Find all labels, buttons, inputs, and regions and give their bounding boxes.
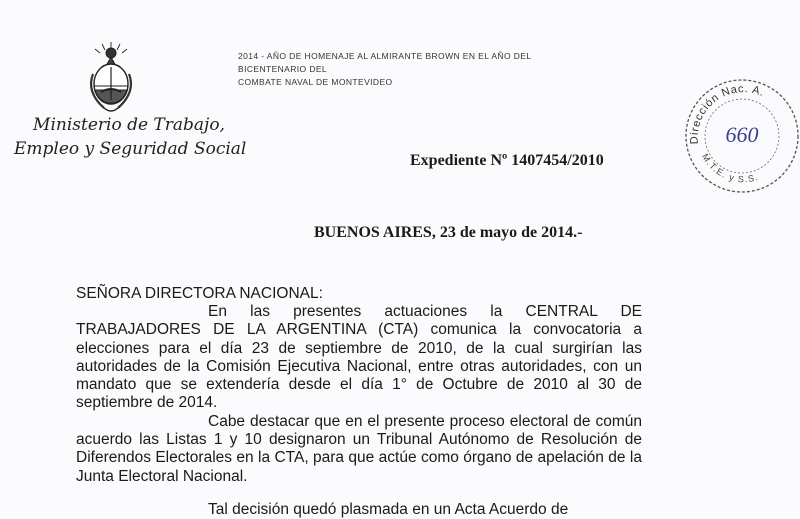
ministry-line-1: Ministerio de Trabajo, (33, 115, 225, 135)
year-motto (238, 50, 598, 89)
folio-number: 660 (725, 122, 759, 147)
stamp-ring-lower-text: M.T.E. y S.S. (700, 151, 760, 185)
salutation: SEÑORA DIRECTORA NACIONAL: (76, 285, 323, 302)
year-motto-line-1: 2014 - AÑO DE HOMENAJE AL ALMIRANTE BROWN EN EL AÑO DEL BICENTENARIO DEL (238, 51, 532, 74)
document-body (76, 303, 642, 519)
file-number: Expediente Nº 1407454/2010 (410, 152, 604, 169)
year-motto-line-2: COMBATE NAVAL DE MONTEVIDEO (238, 77, 393, 87)
body-paragraph-1: En las presentes actuaciones la CENTRAL DE TRABAJADORES DE LA ARGENTINA (CTA) comunica la convocatoria a elecciones para el día 23 de septiembre de 2010, de la cual surgirían las autoridades de la Comisión Ejecutiva Nacional, entre otras autoridades, con un mandato que se extendería desde el día 1° de Octubre de 2010 al 30 de septiembre de 2014. (76, 303, 642, 412)
argentine-coat-of-arms-icon (84, 40, 138, 116)
folio-stamp (676, 70, 800, 194)
body-paragraph-3: Tal decisión quedó plasmada en un Acta Acuerdo de (208, 500, 569, 518)
body-paragraph-2: Cabe destacar que en el presente proceso electoral de común acuerdo las Listas 1 y 10 designaron un Tribunal Autónomo de Resolución de Diferendos Electorales en la CTA, para que actúe como órgano de apelación de la Junta Electoral Nacional. (76, 412, 642, 485)
ministry-name (14, 113, 247, 161)
ministry-line-2: Empleo y Seguridad Social (14, 139, 247, 159)
document-date: BUENOS AIRES, 23 de mayo de 2014.- (314, 224, 583, 241)
stamp-ring-text: Dirección Nac. A. (688, 83, 767, 145)
